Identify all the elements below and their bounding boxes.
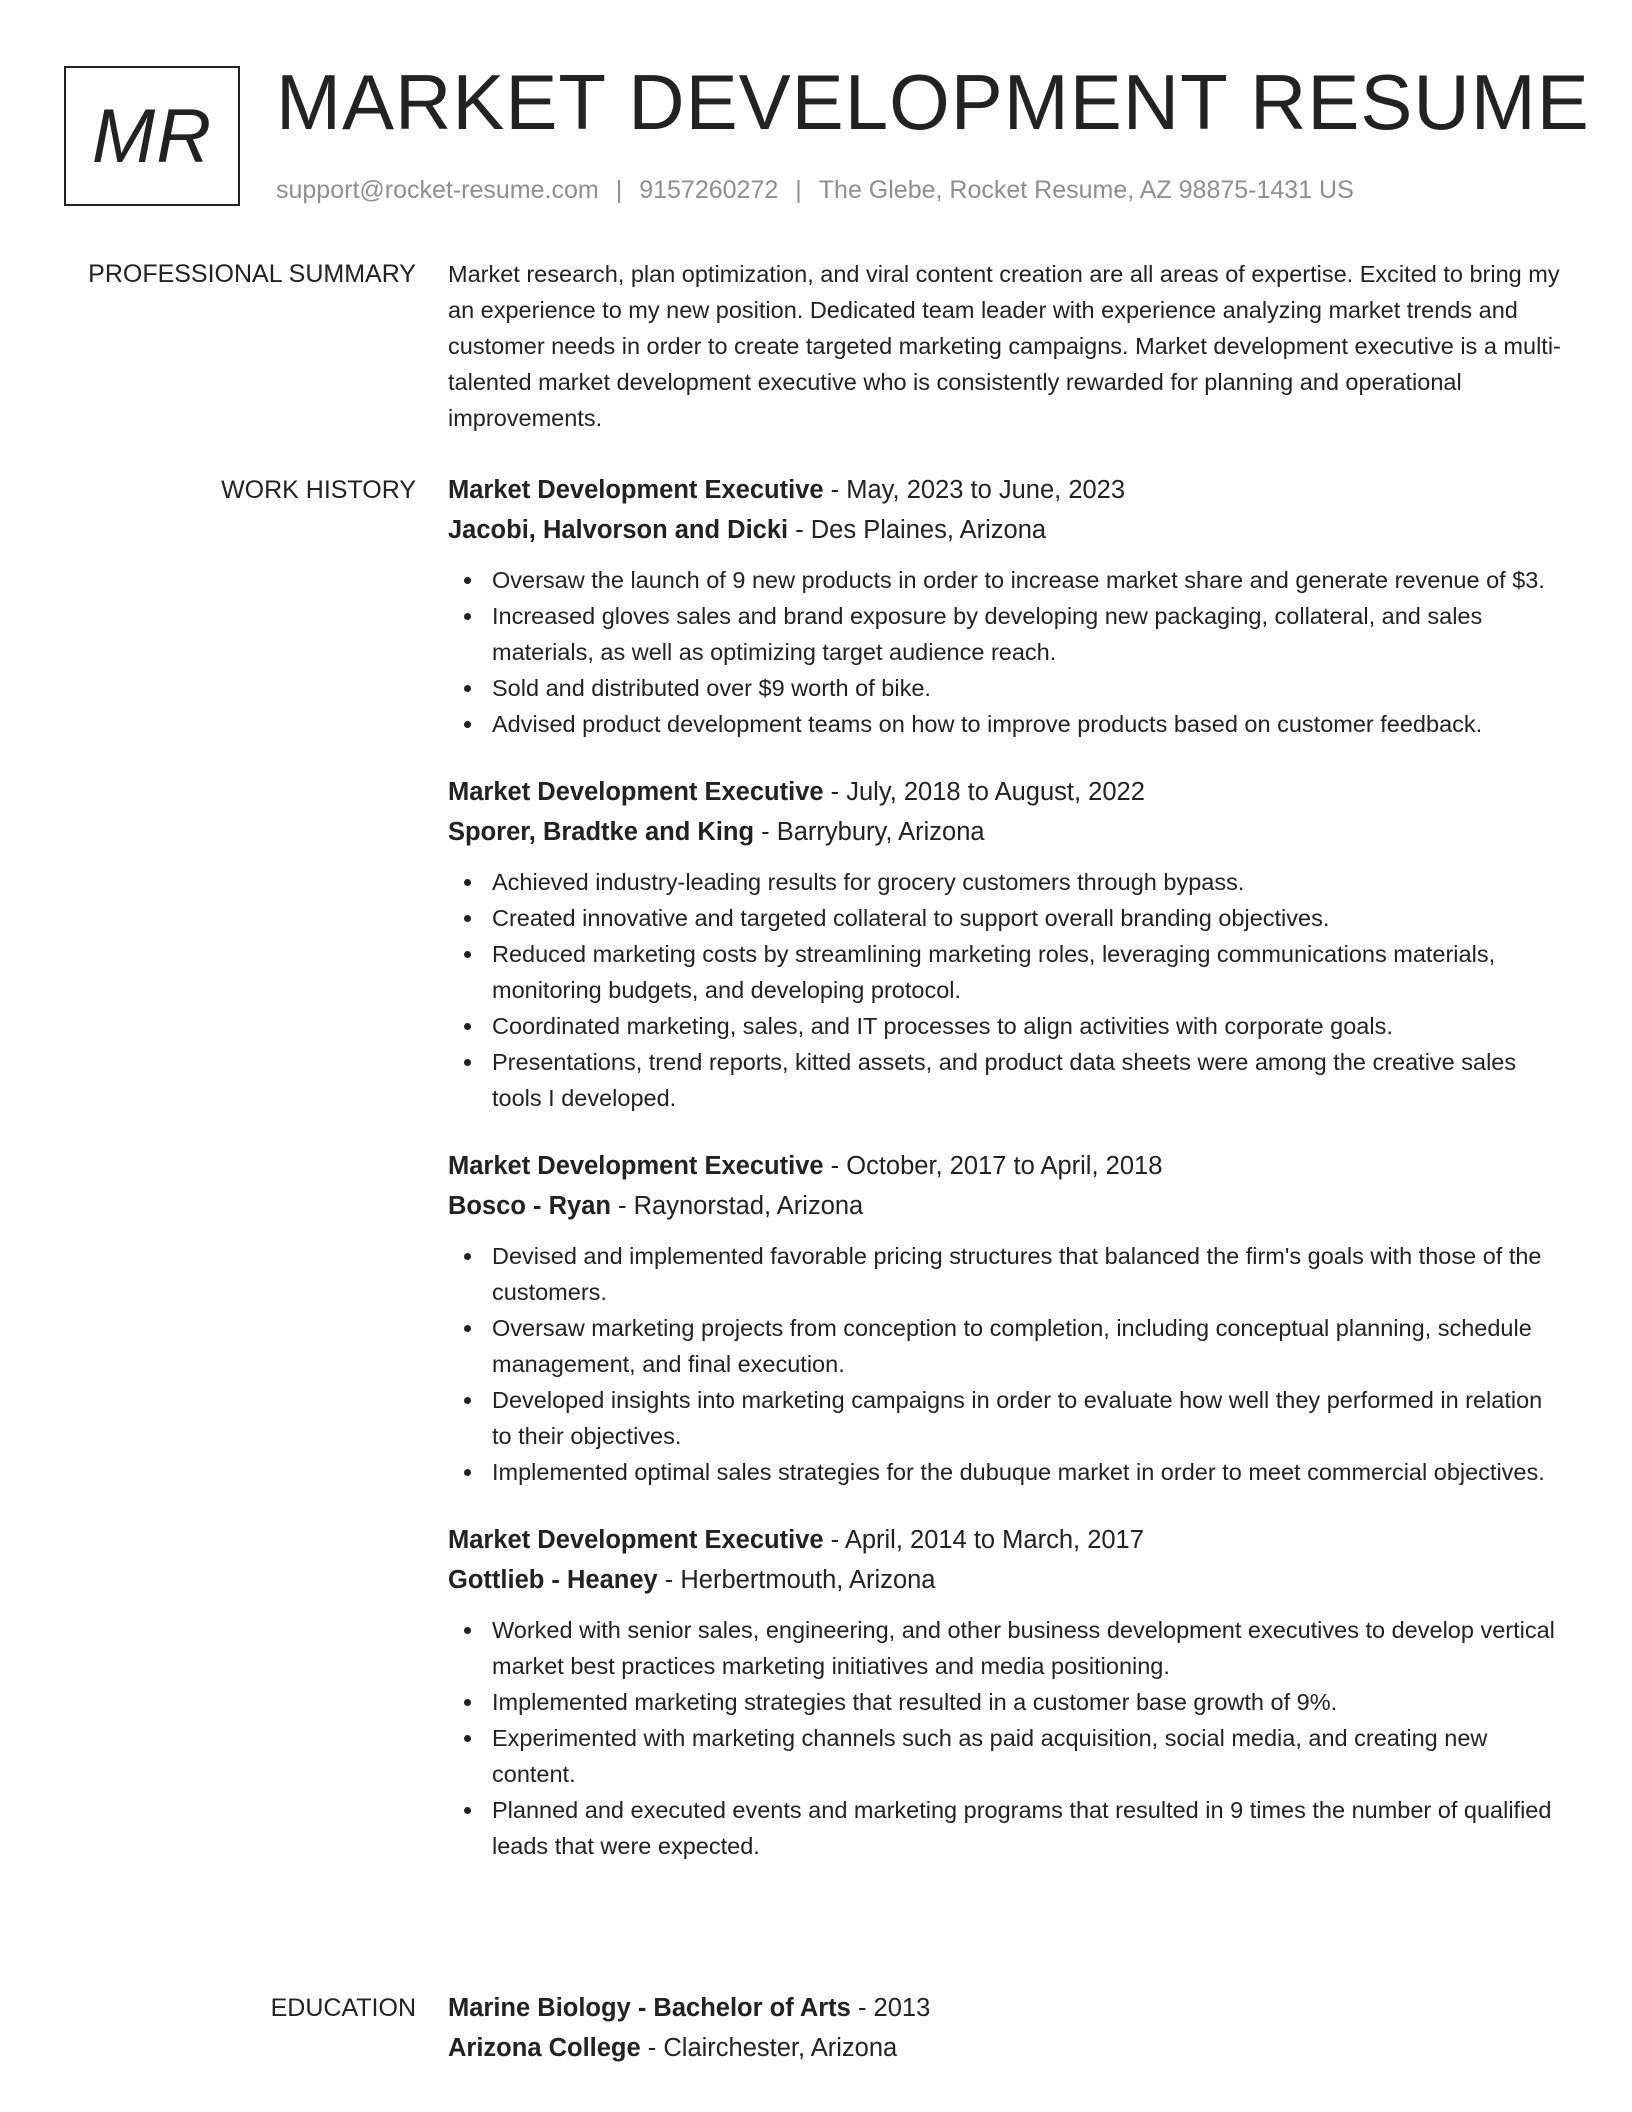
job-bullet: Presentations, trend reports, kitted assets, and product data sheets were among the creative sales tools I developed. xyxy=(448,1044,1568,1116)
monogram-logo xyxy=(64,66,240,206)
job-dates: - July, 2018 to August, 2022 xyxy=(823,778,1145,806)
job-bullet: Implemented optimal sales strategies for the dubuque market in order to meet commercial objectives. xyxy=(448,1454,1568,1490)
job-entry xyxy=(448,1520,1568,1864)
job-bullet: Coordinated marketing, sales, and IT processes to align activities with corporate goals. xyxy=(448,1008,1568,1044)
job-bullet: Advised product development teams on how to improve products based on customer feedback. xyxy=(448,706,1568,742)
job-company: Jacobi, Halvorson and Dicki xyxy=(448,516,789,544)
job-title-line xyxy=(448,1146,1568,1186)
job-bullet: Reduced marketing costs by streamlining marketing roles, leveraging communications materials, monitoring budgets, and developing protocol. xyxy=(448,936,1568,1008)
education-degree: Marine Biology - Bachelor of Arts xyxy=(448,1994,851,2022)
summary-heading: PROFESSIONAL SUMMARY xyxy=(88,260,416,288)
job-bullet: Achieved industry-leading results for grocery customers through bypass. xyxy=(448,864,1568,900)
contact-email: support@rocket-resume.com xyxy=(276,176,599,204)
job-title-line xyxy=(448,1520,1568,1560)
job-location: - Barrybury, Arizona xyxy=(754,818,985,846)
job-company-line xyxy=(448,1186,1568,1226)
job-company-line xyxy=(448,510,1568,550)
education-year: - 2013 xyxy=(850,1994,931,2022)
job-company: Bosco - Ryan xyxy=(448,1192,611,1220)
work-history-body xyxy=(448,470,1568,1894)
job-bullet: Developed insights into marketing campaigns in order to evaluate how well they performed in relation to their objectives. xyxy=(448,1382,1568,1454)
job-dates: - May, 2023 to June, 2023 xyxy=(823,476,1126,504)
resume-title: MARKET DEVELOPMENT RESUME xyxy=(276,58,1590,146)
job-dates: - April, 2014 to March, 2017 xyxy=(823,1526,1144,1554)
job-entry xyxy=(448,470,1568,742)
contact-address: The Glebe, Rocket Resume, AZ 98875-1431 US xyxy=(818,176,1354,204)
job-bullet: Sold and distributed over $9 worth of bike. xyxy=(448,670,1568,706)
job-bullet: Devised and implemented favorable pricing structures that balanced the firm's goals with those of the customers. xyxy=(448,1238,1568,1310)
work-history-heading: WORK HISTORY xyxy=(221,476,416,504)
contact-line xyxy=(276,174,1354,206)
education-entry xyxy=(448,1988,1568,2068)
job-bullet: Experimented with marketing channels such as paid acquisition, social media, and creating new content. xyxy=(448,1720,1568,1792)
job-entry xyxy=(448,1146,1568,1490)
job-title-line xyxy=(448,470,1568,510)
job-title: Market Development Executive xyxy=(448,778,824,806)
education-degree-line xyxy=(448,1988,1568,2028)
job-location: - Des Plaines, Arizona xyxy=(788,516,1047,544)
job-title: Market Development Executive xyxy=(448,1526,824,1554)
summary-text: Market research, plan optimization, and viral content creation are all areas of expertise. Excited to bring my an experience to my new position. Dedicated team leader with experience analyzing market trends and customer needs in order to create targeted marketing campaigns. Market development executive is a multi-talented market development executive who is consistently rewarded for planning and operational improvements. xyxy=(448,261,1561,431)
job-dates: - October, 2017 to April, 2018 xyxy=(823,1152,1163,1180)
job-title: Market Development Executive xyxy=(448,476,824,504)
job-bullets xyxy=(448,864,1568,1116)
job-bullet: Increased gloves sales and brand exposure by developing new packaging, collateral, and sales materials, as well as optimizing target audience reach. xyxy=(448,598,1568,670)
summary-body xyxy=(448,256,1568,436)
job-bullet: Worked with senior sales, engineering, and other business development executives to develop vertical market best practices marketing initiatives and media positioning. xyxy=(448,1612,1568,1684)
resume-header xyxy=(0,0,1632,230)
contact-separator: | xyxy=(795,176,802,204)
contact-phone: 9157260272 xyxy=(639,176,779,204)
job-company: Gottlieb - Heaney xyxy=(448,1566,658,1594)
job-bullets xyxy=(448,1612,1568,1864)
job-bullets xyxy=(448,1238,1568,1490)
job-location: - Raynorstad, Arizona xyxy=(610,1192,864,1220)
job-bullet: Implemented marketing strategies that resulted in a customer base growth of 9%. xyxy=(448,1684,1568,1720)
monogram-initials: MR xyxy=(91,93,213,179)
education-body xyxy=(448,1988,1568,2098)
job-bullet: Oversaw marketing projects from conception to completion, including conceptual planning, schedule management, and final execution. xyxy=(448,1310,1568,1382)
education-location: - Clairchester, Arizona xyxy=(640,2034,898,2062)
job-entry xyxy=(448,772,1568,1116)
job-title-line xyxy=(448,772,1568,812)
job-company-line xyxy=(448,1560,1568,1600)
job-bullet: Created innovative and targeted collateral to support overall branding objectives. xyxy=(448,900,1568,936)
job-bullets xyxy=(448,562,1568,742)
education-school-line xyxy=(448,2028,1568,2068)
job-company-line xyxy=(448,812,1568,852)
job-title: Market Development Executive xyxy=(448,1152,824,1180)
education-heading: EDUCATION xyxy=(270,1994,416,2022)
education-school: Arizona College xyxy=(448,2034,641,2062)
job-bullet: Planned and executed events and marketing programs that resulted in 9 times the number of qualified leads that were expected. xyxy=(448,1792,1568,1864)
contact-separator: | xyxy=(615,176,623,204)
job-location: - Herbertmouth, Arizona xyxy=(657,1566,936,1594)
job-bullet: Oversaw the launch of 9 new products in order to increase market share and generate revenue of $3. xyxy=(448,562,1568,598)
job-company: Sporer, Bradtke and King xyxy=(448,818,755,846)
